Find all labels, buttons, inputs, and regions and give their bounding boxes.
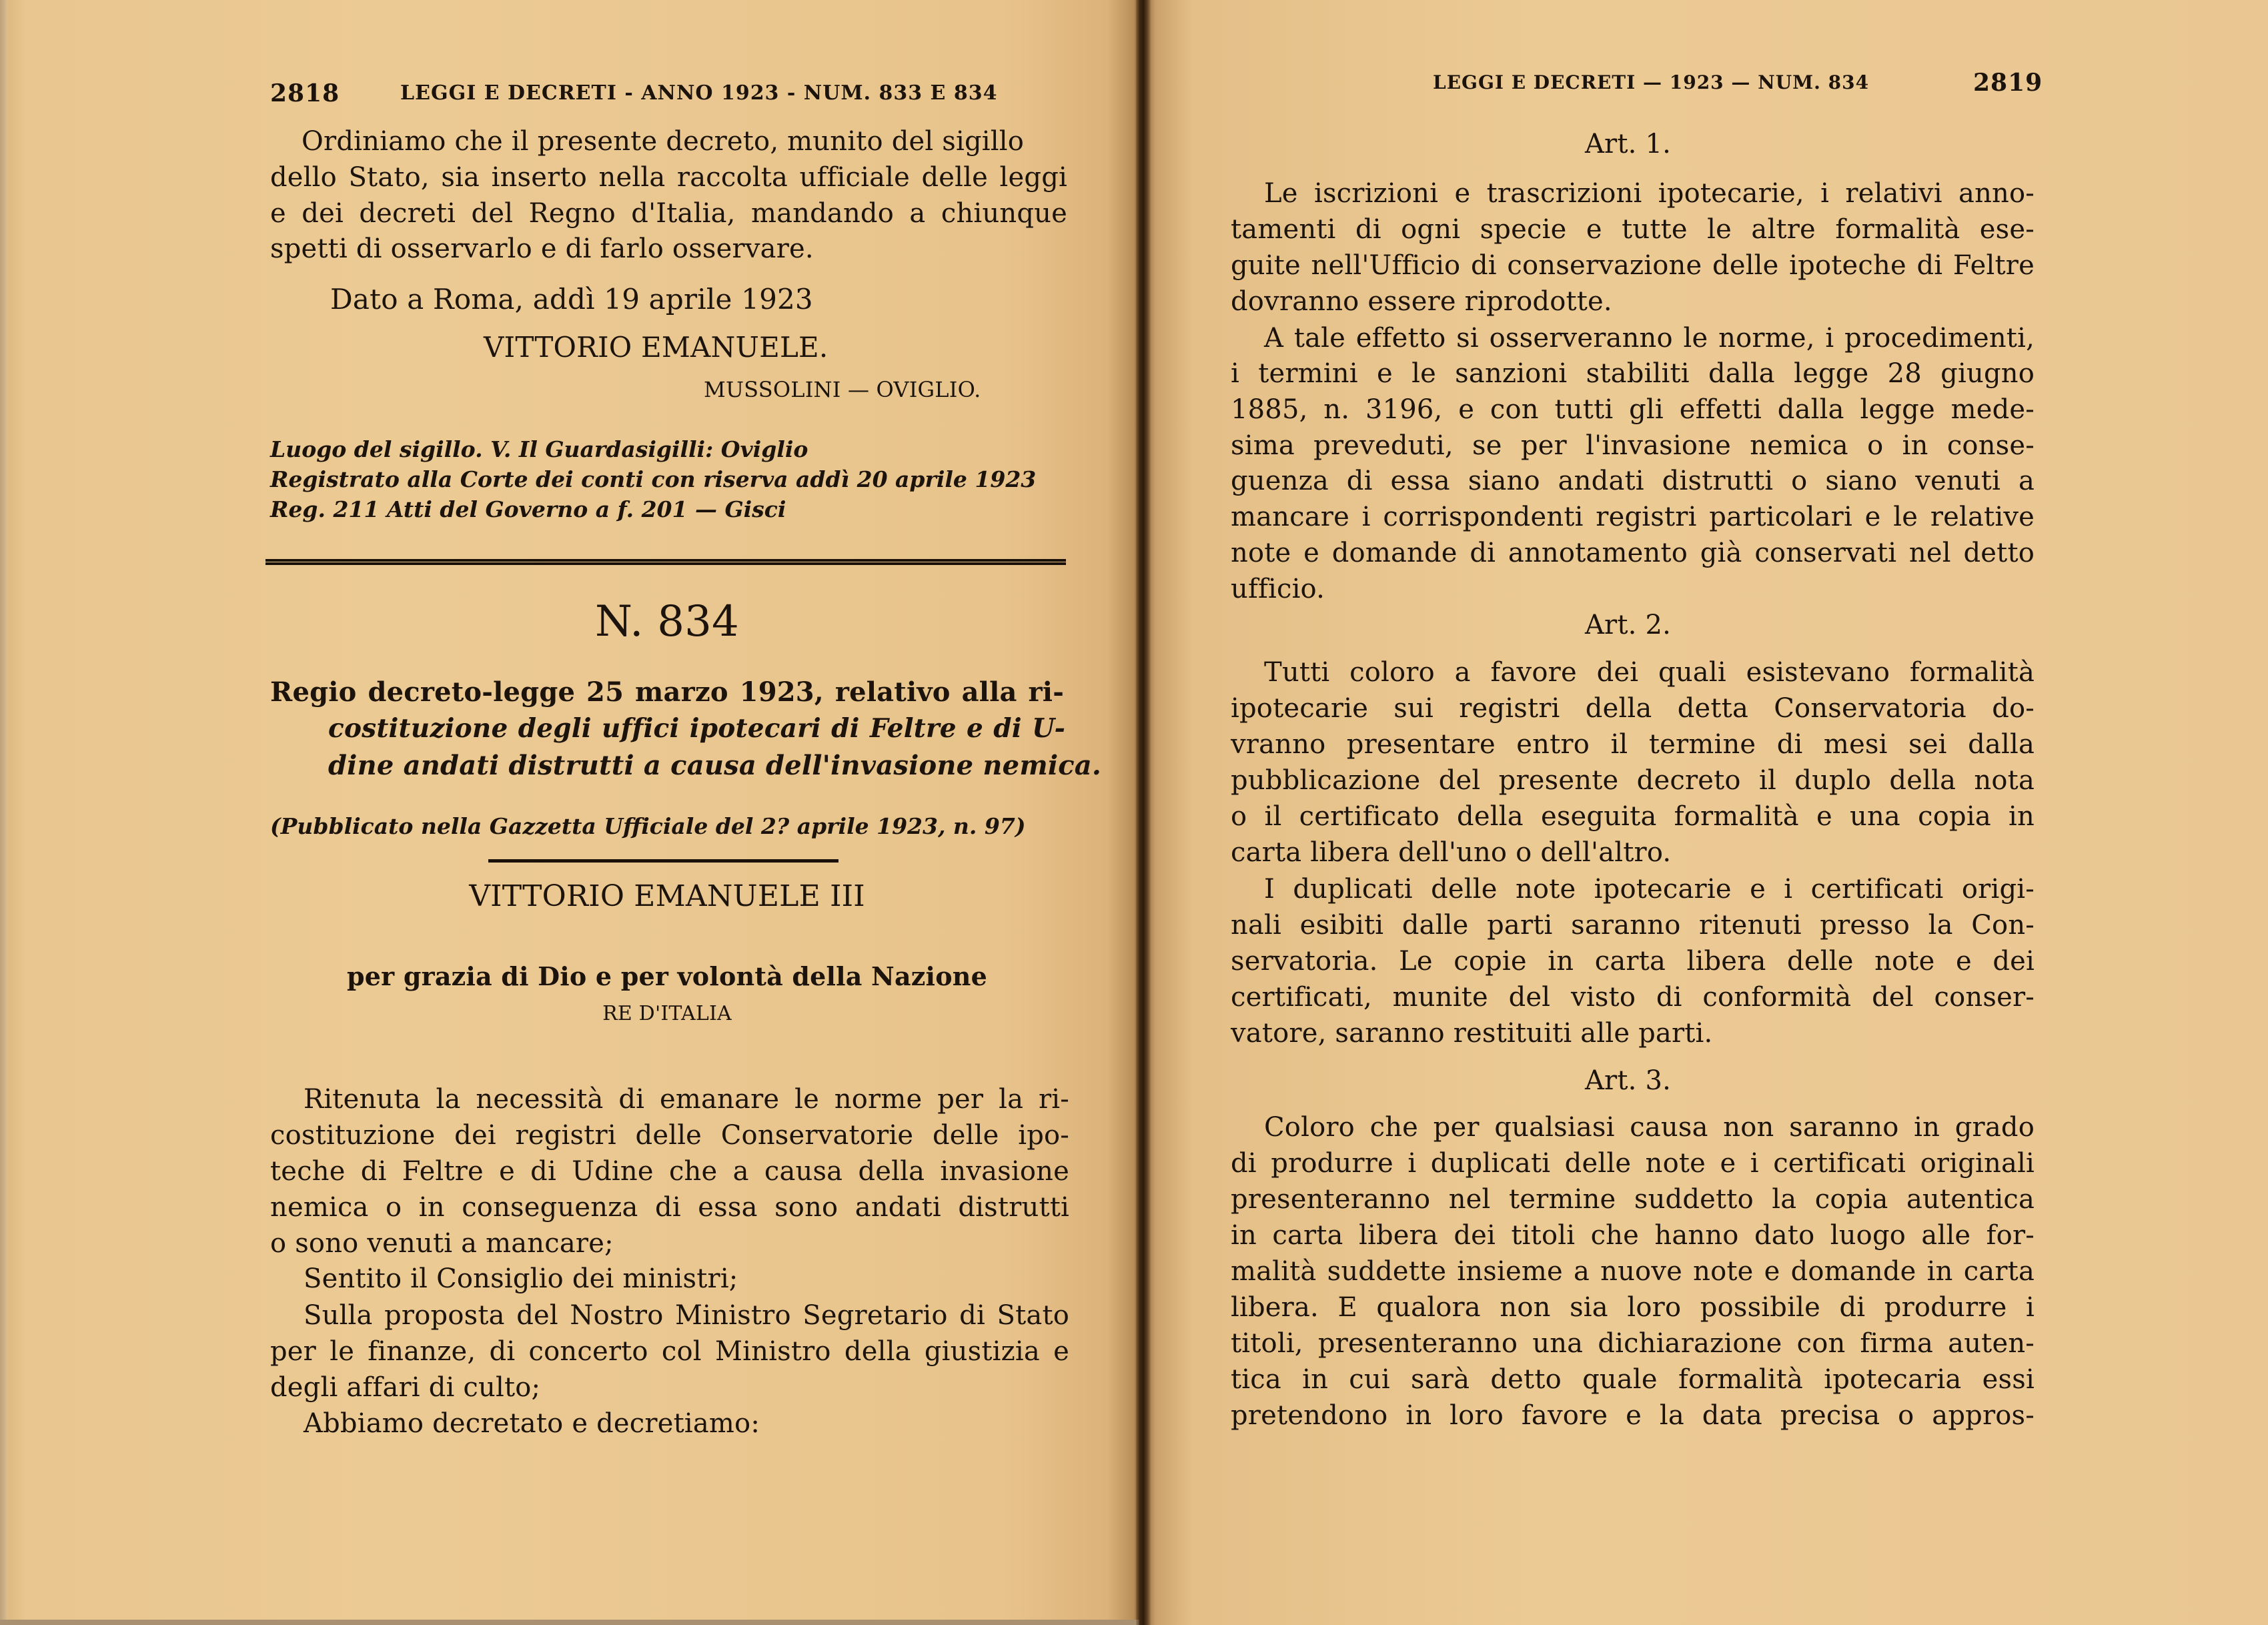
article-line: pretendono in loro favore e la data precisa o appros- — [1231, 1400, 2035, 1431]
article-line: vatore, saranno restituiti alle parti. — [1231, 1018, 1713, 1049]
double-rule-divider — [265, 559, 1066, 565]
short-rule-divider — [488, 859, 838, 863]
article-line: i termini e le sanzioni stabiliti dalla legge 28 giugno — [1231, 358, 2035, 389]
preamble-line: Abbiamo decretato e decretiamo: — [304, 1408, 760, 1439]
article-line: servatoria. Le copie in carta libera delle note e dei — [1231, 946, 2035, 977]
article-line: Tutti coloro a favore dei quali esistevano formalità — [1264, 657, 2035, 688]
decree-number: N. 834 — [595, 597, 739, 646]
article-line: certificati, munite del visto di conformità del conser- — [1231, 982, 2035, 1013]
decree-title-line: dine andati distrutti a causa dell'invasione nemica. — [328, 750, 1102, 781]
article-line: malità suddette insieme a nuove note e domande in carta — [1231, 1256, 2035, 1287]
king-formula: per grazia di Dio e per volontà della Nazione — [347, 961, 987, 991]
article-line: guenza di essa siano andati distrutti o siano venuti a — [1231, 466, 2035, 496]
closing-paragraph-line: e dei decreti del Regno d'Italia, mandando a chiunque — [270, 198, 1067, 229]
preamble-line: o sono venuti a mancare; — [270, 1228, 614, 1259]
preamble-line: nemica o in conseguenza di essa sono andati distrutti — [270, 1192, 1069, 1223]
publication-note: (Pubblicato nella Gazzetta Ufficiale del 2? aprile 1923, n. 97) — [270, 813, 1026, 839]
article-line: 1885, n. 3196, e con tutti gli effetti dalla legge mede- — [1231, 394, 2035, 425]
page-number: 2819 — [1973, 69, 2043, 97]
date-line: Dato a Roma, addì 19 aprile 1923 — [330, 283, 813, 316]
article-line: A tale effetto si osserveranno le norme, i procedimenti, — [1264, 323, 2035, 354]
signature: VITTORIO EMANUELE. — [484, 331, 828, 364]
article-line: in carta libera dei titoli che hanno dato luogo alle for- — [1231, 1220, 2035, 1251]
preamble-line: teche di Feltre e di Udine che a causa della invasione — [270, 1156, 1069, 1187]
king-title: RE D'ITALIA — [602, 1002, 732, 1025]
article-line: nali esibiti dalle parti saranno ritenuti presso la Con- — [1231, 910, 2035, 941]
article-line: tamenti di ogni specie e tutte le altre formalità ese- — [1231, 214, 2035, 245]
book-gutter — [1136, 0, 1151, 1625]
article-line: vranno presentare entro il termine di mesi sei dalla — [1231, 729, 2035, 760]
decree-title-line: costituzione degli uffici ipotecari di Feltre e di U- — [328, 713, 1065, 744]
article-line: ufficio. — [1231, 574, 1325, 604]
article-line: presenteranno nel termine suddetto la copia autentica — [1231, 1184, 2035, 1215]
article-line: Le iscrizioni e trascrizioni ipotecarie, i relativi anno- — [1264, 178, 2035, 209]
preamble-line: Ritenuta la necessità di emanare le norme per la ri- — [304, 1084, 1069, 1115]
article-line: guite nell'Ufficio di conservazione delle ipoteche di Feltre — [1231, 250, 2035, 281]
article-line: libera. E qualora non sia loro possibile di produrre i — [1231, 1292, 2035, 1323]
page-edge — [0, 0, 8, 1625]
article-heading: Art. 2. — [1584, 610, 1672, 640]
preamble-line: Sulla proposta del Nostro Ministro Segretario di Stato — [304, 1300, 1069, 1331]
article-line: note e domande di annotamento già conservati nel detto — [1231, 538, 2035, 568]
article-heading: Art. 3. — [1584, 1065, 1672, 1096]
article-line: tica in cui sarà detto quale formalità ipotecaria essi — [1231, 1364, 2035, 1395]
decree-title-line: Regio decreto-legge 25 marzo 1923, relativo alla ri- — [270, 676, 1064, 708]
article-line: carta libera dell'uno o dell'altro. — [1231, 837, 1672, 868]
article-line: di produrre i duplicati delle note e i certificati originali — [1231, 1148, 2035, 1179]
article-line: dovranno essere riprodotte. — [1231, 286, 1612, 317]
page-edge-bottom — [0, 1620, 1139, 1625]
closing-paragraph-line: Ordiniamo che il presente decreto, munito del sigillo — [302, 126, 1025, 157]
article-line: pubblicazione del presente decreto il duplo della nota — [1231, 765, 2035, 796]
article-line: Coloro che per qualsiasi causa non saranno in grado — [1264, 1112, 2035, 1143]
article-line: titoli, presenteranno una dichiarazione con firma auten- — [1231, 1328, 2035, 1359]
article-line: o il certificato della eseguita formalità e una copia in — [1231, 801, 2035, 832]
registration-line: Luogo del sigillo. V. Il Guardasigilli: Oviglio — [270, 436, 808, 462]
running-header: LEGGI E DECRETI — 1923 — NUM. 834 — [1433, 71, 1870, 93]
right-page — [1139, 0, 2268, 1625]
countersignature: MUSSOLINI — OVIGLIO. — [704, 377, 981, 402]
article-line: I duplicati delle note ipotecarie e i certificati origi- — [1264, 874, 2035, 905]
article-line: ipotecarie sui registri della detta Conservatoria do- — [1231, 693, 2035, 724]
running-header: LEGGI E DECRETI - ANNO 1923 - NUM. 833 E 834 — [400, 81, 998, 105]
preamble-line: costituzione dei registri delle Conservatorie delle ipo- — [270, 1120, 1069, 1151]
preamble-line: degli affari di culto; — [270, 1372, 541, 1403]
king-name: VITTORIO EMANUELE III — [469, 879, 865, 913]
article-heading: Art. 1. — [1584, 129, 1672, 159]
page-number: 2818 — [270, 79, 340, 107]
registration-line: Registrato alla Corte dei conti con riserva addì 20 aprile 1923 — [270, 466, 1037, 492]
closing-paragraph-line: dello Stato, sia inserto nella raccolta ufficiale delle leggi — [270, 162, 1067, 193]
registration-line: Reg. 211 Atti del Governo a f. 201 — Gisci — [270, 496, 786, 522]
article-line: mancare i corrispondenti registri particolari e le relative — [1231, 502, 2035, 532]
preamble-line: Sentito il Consiglio dei ministri; — [304, 1263, 738, 1294]
article-line: sima preveduti, se per l'invasione nemica o in conse- — [1231, 430, 2035, 461]
closing-paragraph-line: spetti di osservarlo e di farlo osservare. — [270, 233, 814, 264]
preamble-line: per le finanze, di concerto col Ministro della giustizia e — [270, 1336, 1069, 1367]
